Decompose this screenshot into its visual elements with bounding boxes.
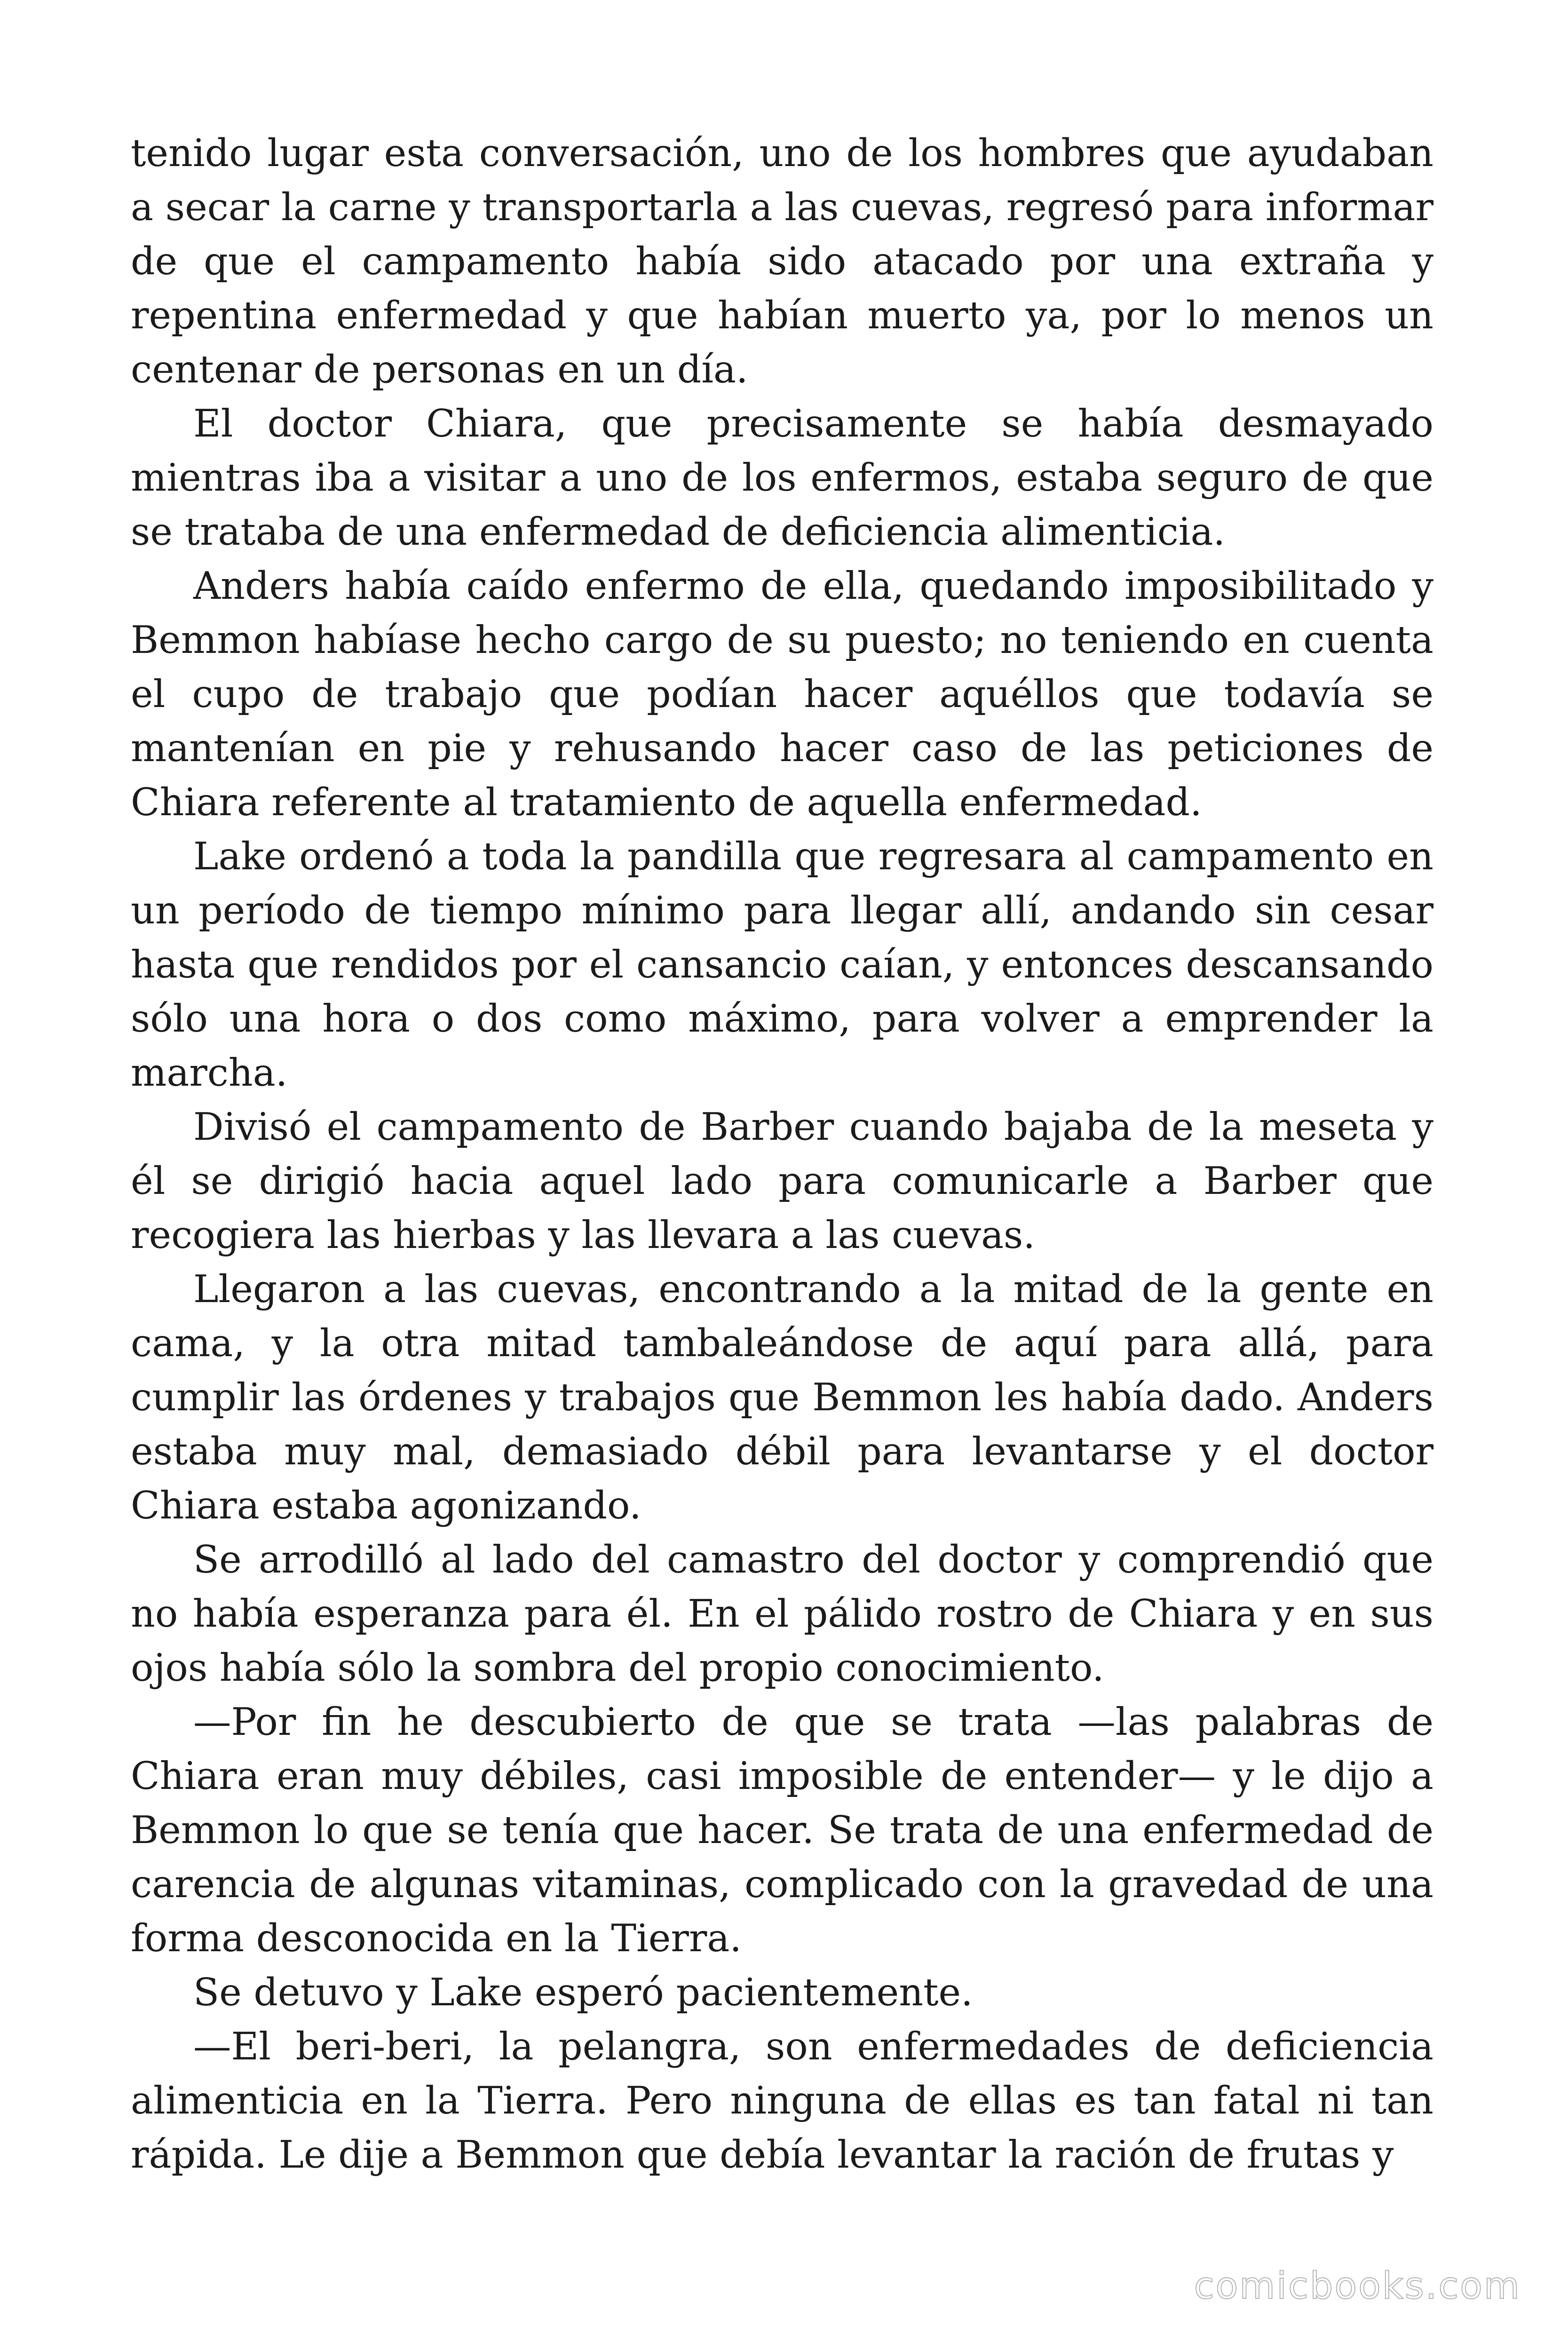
paragraph: Se arrodilló al lado del camastro del doctor y comprendió que no había esperanza para él. En el pálido rostro de Chiara y en sus ojos había sólo la sombra del propio conocimiento. — [131, 1537, 1433, 1690]
paragraph: tenido lugar esta conversación, uno de los hombres que ayudaban a secar la carne y transportarla a las cuevas, regresó para informar de que el campamento había sido atacado por una extraña y repentina enfermedad y que habían muerto ya, por lo menos un centenar de personas en un día. — [131, 131, 1433, 391]
paragraph: Anders había caído enfermo de ella, quedando imposibilitado y Bemmon habíase hecho cargo de su puesto; no teniendo en cuenta el cupo de trabajo que podían hacer aquéllos que todavía se mantenían en pie y rehusando hacer caso de las peticiones de Chiara referente al tratamiento de aquella enfermedad. — [131, 564, 1433, 824]
paragraph: Llegaron a las cuevas, encontrando a la mitad de la gente en cama, y la otra mitad tambaleándose de aquí para allá, para cumplir las órdenes y trabajos que Bemmon les había dado. Anders estaba muy mal, demasiado débil para levantarse y el doctor Chiara estaba agonizando. — [131, 1267, 1433, 1527]
paragraph: Divisó el campamento de Barber cuando bajaba de la meseta y él se dirigió hacia aquel lado para comunicarle a Barber que recogiera las hierbas y las llevara a las cuevas. — [131, 1104, 1433, 1257]
paragraph: —El beri-beri, la pelangra, son enfermedades de deficiencia alimenticia en la Tierra. Pero ninguna de ellas es tan fatal ni tan rápida. Le dije a Bemmon que debía levantar la ración de frutas y — [131, 2024, 1433, 2177]
paragraph: El doctor Chiara, que precisamente se había desmayado mientras iba a visitar a uno de los enfermos, estaba seguro de que se trataba de una enfermedad de deficiencia alimenticia. — [131, 401, 1433, 554]
page-body — [131, 126, 1433, 2182]
watermark: comicbooks.com — [1194, 2265, 1521, 2307]
paragraph: —Por fin he descubierto de que se trata —las palabras de Chiara eran muy débiles, casi imposible de entender— y le dijo a Bemmon lo que se tenía que hacer. Se trata de una enfermedad de carencia de algunas vitaminas, complicado con la gravedad de una forma desconocida en la Tierra. — [131, 1700, 1433, 1960]
paragraph: Se detuvo y Lake esperó pacientemente. — [193, 1970, 973, 2014]
paragraph: Lake ordenó a toda la pandilla que regresara al campamento en un período de tiempo mínimo para llegar allí, andando sin cesar hasta que rendidos por el cansancio caían, y entonces descansando sólo una hora o dos como máximo, para volver a emprender la marcha. — [131, 834, 1433, 1095]
